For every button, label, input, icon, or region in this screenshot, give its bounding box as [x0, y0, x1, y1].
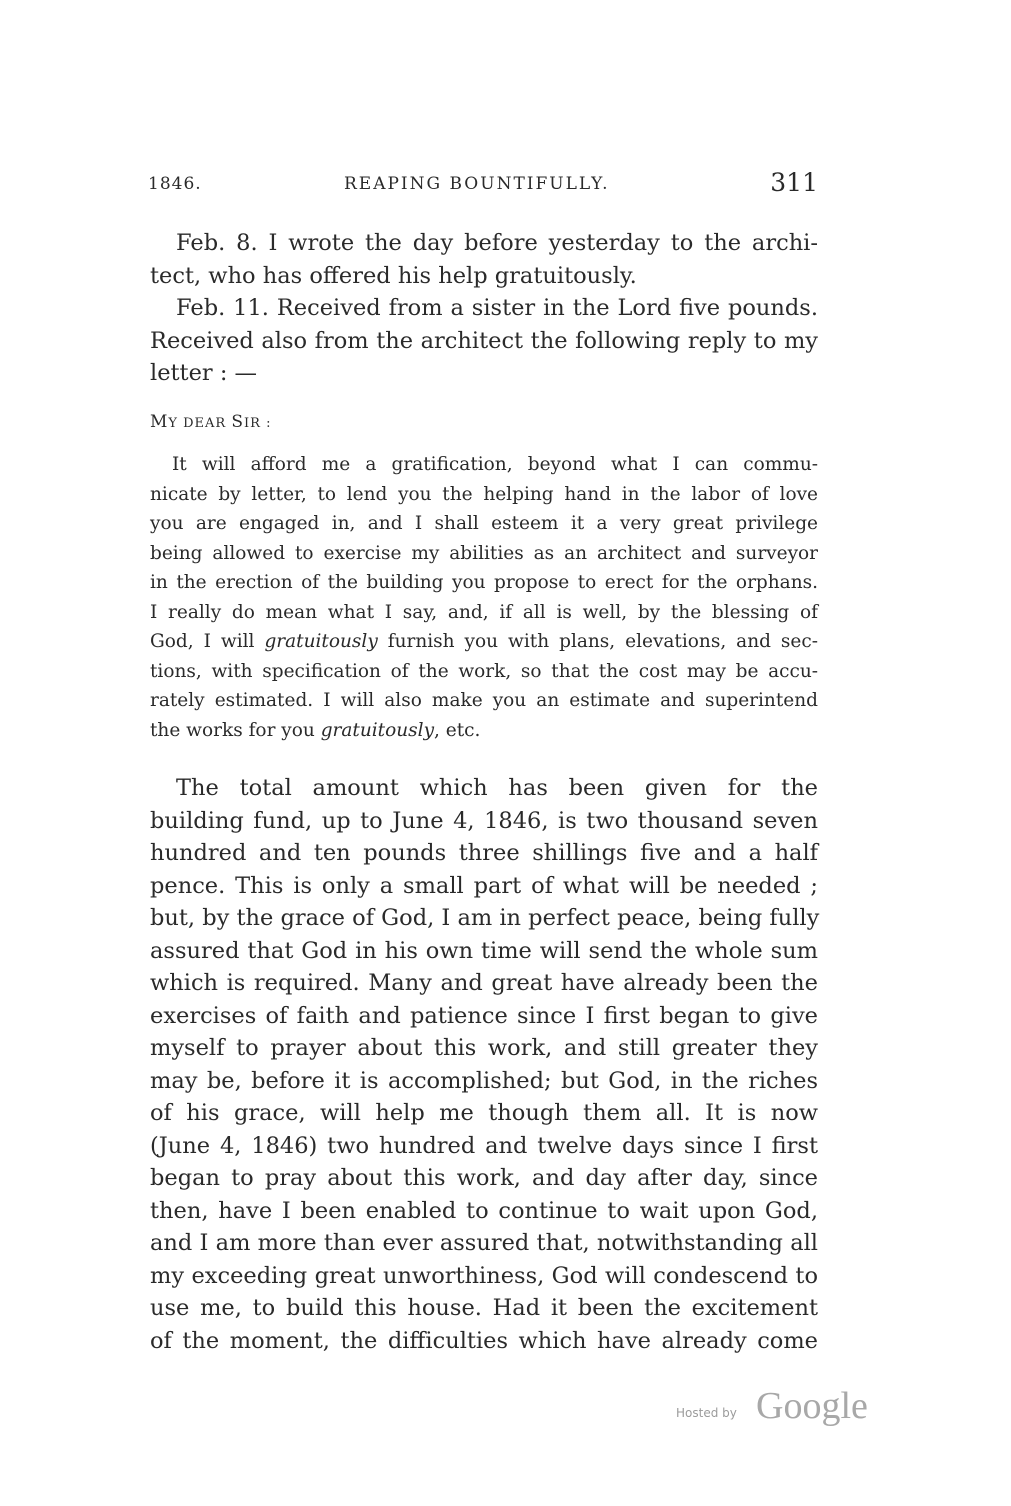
letter-line: God, I will gratuitously furnish you with plans, elevations, and sec-	[150, 631, 818, 652]
main-paragraph	[150, 772, 818, 1357]
letter-salutation: MY DEAR SIR :	[150, 412, 272, 432]
letter-line: It will afford me a gratification, beyond what I can commu-	[172, 454, 818, 475]
text-line: myself to prayer about this work, and still greater they	[150, 1035, 818, 1061]
text-line: began to pray about this work, and day after day, since	[150, 1165, 818, 1191]
text-line: Feb. 11. Received from a sister in the Lord five pounds.	[176, 295, 818, 321]
text-line: and I am more than ever assured that, notwithstanding all	[150, 1230, 818, 1256]
letter-line: I really do mean what I say, and, if all is well, by the blessing of	[150, 601, 818, 623]
quoted-letter	[150, 450, 818, 745]
text-line: hundred and ten pounds three shillings five and a half	[150, 840, 818, 866]
text-line: then, have I been enabled to continue to wait upon God,	[150, 1197, 818, 1224]
text-line: building fund, up to June 4, 1846, is two thousand seven	[150, 807, 818, 834]
text-line: which is required. Many and great have already been the	[150, 970, 818, 996]
letter-line: being allowed to exercise my abilities as an architect and surveyor	[150, 542, 818, 564]
text-line: (June 4, 1846) two hundred and twelve days since I first	[150, 1132, 818, 1159]
entry-feb-8	[150, 227, 818, 292]
text-line: Feb. 8. I wrote the day before yesterday to the archi-	[176, 230, 818, 256]
text-line: tect, who has offered his help gratuitously.	[150, 262, 637, 289]
text-line: of his grace, will help me though them all. It is now	[150, 1100, 818, 1126]
text-line: exercises of faith and patience since I first began to give	[150, 1002, 818, 1029]
letter-line: tions, with specification of the work, so that the cost may be accu-	[150, 660, 818, 682]
letter-line: you are engaged in, and I shall esteem it a very great privilege	[150, 513, 818, 534]
page-number: 311	[770, 168, 818, 197]
letter-line: in the erection of the building you propose to erect for the orphans.	[150, 572, 818, 593]
text-line: The total amount which has been given for the	[176, 775, 818, 801]
text-line: use me, to build this house. Had it been the excitement	[150, 1295, 818, 1321]
text-line: pence. This is only a small part of what will be needed ;	[150, 872, 818, 899]
entry-feb-11	[150, 292, 818, 390]
text-line: Received also from the architect the following reply to my	[150, 327, 818, 354]
letter-line: the works for you gratuitously, etc.	[150, 719, 481, 741]
text-line: my exceeding great unworthiness, God will condescend to	[150, 1262, 818, 1289]
text-line: may be, before it is accomplished; but God, in the riches	[150, 1067, 818, 1094]
text-line: letter : —	[150, 360, 258, 386]
letter-line: nicate by letter, to lend you the helping hand in the labor of love	[150, 483, 818, 505]
letter-line: rately estimated. I will also make you an estimate and superintend	[150, 690, 818, 711]
google-logo: Google	[756, 1385, 868, 1427]
text-line: of the moment, the difficulties which have already come	[150, 1327, 818, 1354]
text-line: but, by the grace of God, I am in perfect peace, being fully	[150, 905, 820, 931]
header-year: 1846.	[148, 174, 202, 194]
text-line: assured that God in his own time will send the whole sum	[150, 937, 818, 964]
hosted-by-label: Hosted by	[676, 1406, 737, 1420]
page-header	[148, 168, 818, 204]
running-title: REAPING BOUNTIFULLY.	[344, 174, 610, 194]
